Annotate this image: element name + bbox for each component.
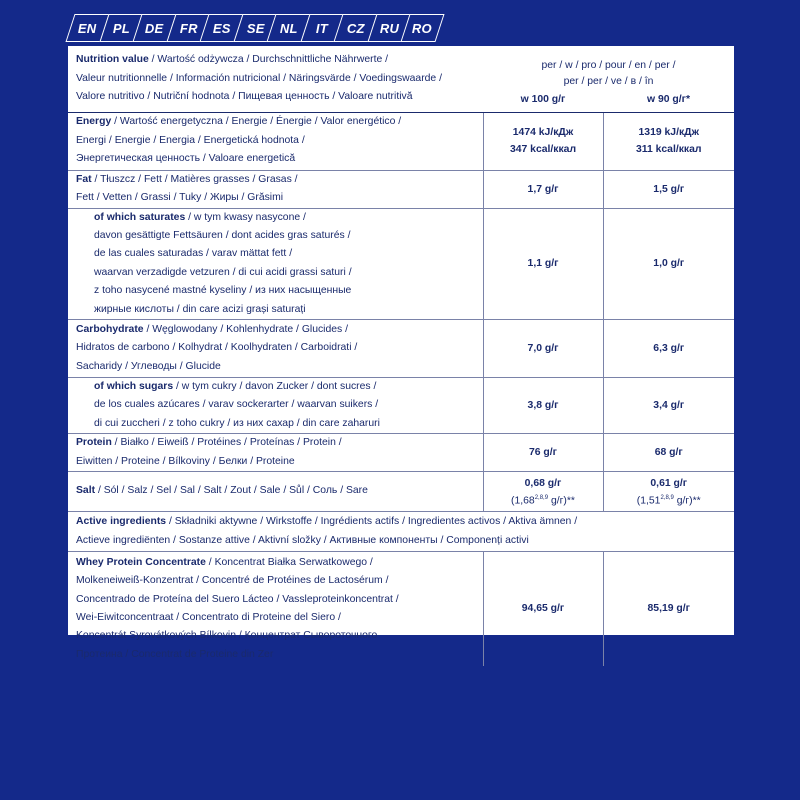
row-energy xyxy=(68,112,734,170)
col-per-100g: w 100 g/г xyxy=(520,93,566,105)
tab-cz[interactable]: CZ xyxy=(333,14,377,42)
saturates-label: of which saturates / w tym kwasy nasycone / davon gesättigte Fettsäuren / dont acides gras saturés / de las cuales saturadas / varav mättat fett / waarvan verzadigde vetzuren / di cui acidi grassi saturi / z toho nasycené mastné kyseliny / из них насыщенные жирные кислоты / din care acizi grași saturați xyxy=(68,208,483,319)
tab-es[interactable]: ES xyxy=(199,14,243,42)
sugars-value-90g: 3,4 g/г xyxy=(603,377,734,433)
row-salt xyxy=(68,472,734,512)
fat-value-100g: 1,7 g/г xyxy=(483,170,603,208)
row-saturates xyxy=(68,208,734,319)
tab-fr[interactable]: FR xyxy=(166,14,210,42)
energy-value-90g: 1319 kJ/кДж 311 kcal/ккал xyxy=(603,112,734,170)
tab-ro[interactable]: RO xyxy=(400,14,444,42)
carbohydrate-value-90g: 6,3 g/г xyxy=(603,319,734,377)
tab-it[interactable]: IT xyxy=(300,14,344,42)
carbohydrate-value-100g: 7,0 g/г xyxy=(483,319,603,377)
energy-label: Energy / Wartość energetyczna / Energie / Énergie / Valor energético / Energi / Energie / Energia / Energetická hodnota / Энергетическая ценность / Valoare energetică xyxy=(68,112,483,170)
language-tabs xyxy=(70,14,439,44)
active-ingredients-label: Active ingredients / Składniki aktywne / Wirkstoffe / Ingrédients actifs / Ingredientes activos / Aktiva ämnen / Actieve ingrediënten / Sostanze attive / Aktivní složky / Активные компоненты / Componenți activi xyxy=(68,512,734,552)
tab-se[interactable]: SE xyxy=(233,14,277,42)
row-active-ingredients xyxy=(68,512,734,552)
protein-label: Protein / Białko / Eiweiß / Protéines / Proteínas / Protein / Eiwitten / Proteine / Bílkoviny / Белки / Proteine xyxy=(68,434,483,472)
salt-value-100g: 0,68 g/г (1,68$^{2,8,9}$ g/г)** xyxy=(483,472,603,512)
row-whey-protein-concentrate xyxy=(68,552,734,666)
fat-label: Fat / Tłuszcz / Fett / Matières grasses / Grasas / Fett / Vetten / Grassi / Tuky / Жиры / Grăsimi xyxy=(68,170,483,208)
protein-value-100g: 76 g/г xyxy=(483,434,603,472)
row-carbohydrate xyxy=(68,319,734,377)
tab-nl[interactable]: NL xyxy=(266,14,310,42)
energy-value-100g: 1474 kJ/кДж 347 kcal/ккал xyxy=(483,112,603,170)
nutrition-table xyxy=(68,46,734,666)
fat-value-90g: 1,5 g/г xyxy=(603,170,734,208)
tab-pl[interactable]: PL xyxy=(99,14,143,42)
header-label: Nutrition value / Wartość odżywcza / Durchschnittliche Nährwerte / Valeur nutritionnelle / Información nutricional / Näringsvärde / Voedingswaarde / Valore nutritivo / Nutriční hodnota / Пищевая ценность / Valoare nutritivă xyxy=(68,46,483,112)
salt-value-90g: 0,61 g/г (1,51$^{2,8,9}$ g/г)** xyxy=(603,472,734,512)
sugars-label: of which sugars / w tym cukry / davon Zucker / dont sucres / de los cuales azúcares / varav sockerarter / waarvan suikers / di cui zuccheri / z toho cukry / из них сахар / din care zaharuri xyxy=(68,377,483,433)
row-sugars xyxy=(68,377,734,433)
header-row xyxy=(68,46,734,112)
saturates-value-90g: 1,0 g/г xyxy=(603,208,734,319)
header-per: per / w / pro / pour / en / per / per / per / ve / в / în w 100 g/г w 90 g/г* xyxy=(483,46,734,112)
row-protein xyxy=(68,434,734,472)
whey-label: Whey Protein Concentrate / Koncentrat Białka Serwatkowego / Molkeneiweiß-Konzentrat / Concentré de Protéines de Lactosérum / Concentrado de Proteína del Suero Lácteo / Vassleproteinkoncentrat / Wei-Eiwitconcentraat / Concentrato di Proteine del Siero / Koncentrát Syrovátkových Bílkovin / Концентрат Сывороточного Протеина / Concentrat de Proteine din Zer xyxy=(76,556,399,660)
col-per-90g: w 90 g/г* xyxy=(646,93,691,105)
protein-value-90g: 68 g/г xyxy=(603,434,734,472)
salt-label: Salt / Sól / Salz / Sel / Sal / Salt / Zout / Sale / Sůl / Соль / Sare xyxy=(68,472,483,512)
tab-ru[interactable]: RU xyxy=(367,14,411,42)
carbohydrate-label: Carbohydrate / Węglowodany / Kohlenhydrate / Glucides / Hidratos de carbono / Kolhydrat / Koolhydraten / Carboidrati / Sacharidy / Углеводы / Glucide xyxy=(68,319,483,377)
whey-value-90g: 85,19 g/г xyxy=(603,552,734,666)
sugars-value-100g: 3,8 g/г xyxy=(483,377,603,433)
whey-value-100g: 94,65 g/г xyxy=(483,552,603,666)
nutrition-table-card xyxy=(68,46,734,660)
tab-en[interactable]: EN xyxy=(65,14,109,42)
saturates-value-100g: 1,1 g/г xyxy=(483,208,603,319)
tab-de[interactable]: DE xyxy=(132,14,176,42)
row-fat xyxy=(68,170,734,208)
